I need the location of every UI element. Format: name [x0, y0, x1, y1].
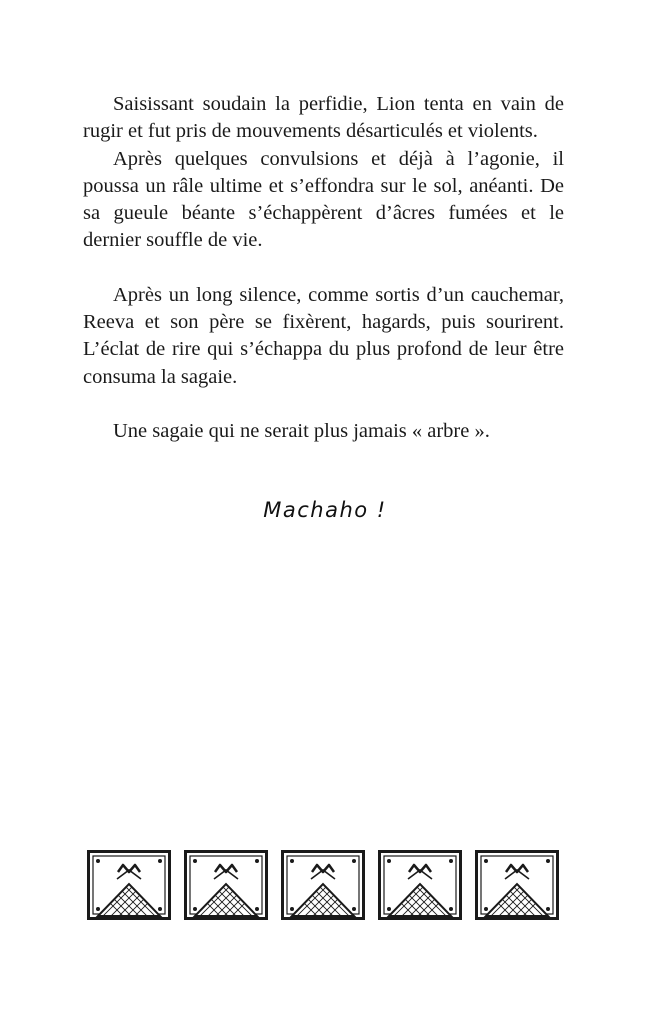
frieze-tile-2: [180, 852, 272, 921]
frieze-tile-4: [374, 852, 466, 921]
paragraph-3: Après un long silence, comme sortis d’un cauchemar, Reeva et son père se fixèrent, hagards, puis sourirent. L’éclat de rire qui s’échappa du plus profond de leur être consuma la sagaie.: [83, 283, 564, 388]
paragraph-1: Saisissant soudain la perfidie, Lion tenta en vain de rugir et fut pris de mouvements désarticulés et violents.: [83, 93, 564, 143]
paragraph-2: Après quelques convulsions et déjà à l’agonie, il poussa un râle ultime et s’effondra sur le sol, anéanti. De sa gueule béante s’échappèrent d’âcres fumées et le dernier souffle de vie.: [83, 147, 564, 252]
story-text: [83, 91, 564, 445]
frieze-tile-3: [277, 852, 369, 921]
paragraph-4: Une sagaie qui ne serait plus jamais « arbre ».: [113, 419, 490, 442]
frieze-tile-5: [471, 852, 561, 921]
frieze-tile-1: [87, 852, 175, 921]
closing-formula: Machaho !: [263, 498, 387, 522]
decorative-frieze: [87, 850, 561, 920]
